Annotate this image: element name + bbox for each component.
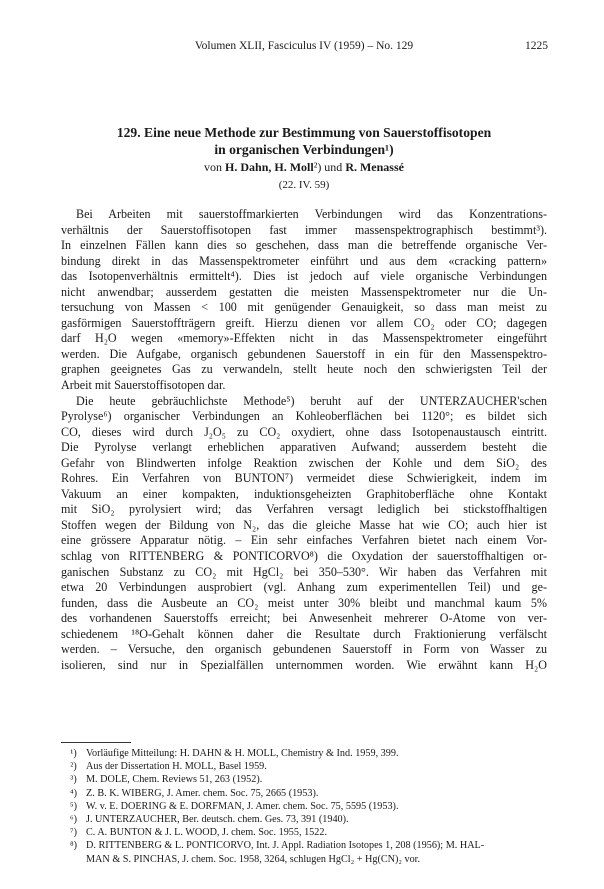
body-line: verhältnis der Sauerstoffisotopen fast immer massenspektrographisch bestimmt³). — [61, 222, 547, 237]
footnote — [61, 760, 547, 773]
body-line: schiedenem ¹⁸O-Gehalt können daher die Resultate durch Fraktionierung verfälscht — [61, 626, 547, 641]
footnote-text: W. v. E. DOERING & E. DORFMAN, J. Amer. chem. Soc. 75, 5595 (1953). — [86, 800, 399, 812]
body-line: tersuchung von Massen < 100 mit genügender Genauigkeit, so dass man meist zu — [61, 300, 547, 315]
footnote-number: ³) — [70, 774, 77, 786]
footnote — [61, 787, 547, 800]
body-line: Pyrolyse⁶) organischer Verbindungen an Kohleoberflächen bei 1120°; es bildet sich — [61, 409, 547, 424]
body-line: mit SiO₂ pyrolysiert wird; das Verfahren versagt lediglich bei stickstoffhaltigen — [61, 502, 547, 517]
body-line: funden, dass die Ausbeute an CO₂ meist unter 30% bleibt und manchmal kaum 5% — [61, 595, 547, 610]
footnote-number: ⁴) — [70, 787, 77, 799]
footnote-text: Aus der Dissertation H. MOLL, Basel 1959. — [86, 761, 267, 773]
footnote-text: J. UNTERZAUCHER, Ber. deutsch. chem. Ges. 73, 391 (1940). — [86, 813, 349, 825]
body-line: eine grössere Apparatur nötig. – Ein sehr einfaches Verfahren bietet nach einem Vor- — [61, 533, 547, 548]
footnotes — [61, 747, 547, 866]
footnote-text: C. A. BUNTON & J. L. WOOD, J. chem. Soc. 1955, 1522. — [86, 827, 328, 839]
footnote-number: ⁶) — [70, 813, 77, 825]
page-number: 1225 — [525, 40, 548, 52]
received-date: (22. IV. 59) — [278, 179, 330, 191]
body-line: werden. Die Aufgabe, organisch gebundenen Sauerstoff in ein für den Massenspektro- — [61, 346, 547, 361]
body-line: des vorhandenen Sauerstoffs erreicht; bei Anwesenheit mehrerer O-Atome von ver- — [61, 611, 547, 626]
byline-and: ) und — [317, 160, 346, 174]
body-line: Stoffen wegen der Bildung von N₂, das die gleiche Masse hat wie CO; auch hier ist — [61, 517, 547, 532]
footnote-text: M. DOLE, Chem. Reviews 51, 263 (1952). — [86, 774, 263, 786]
footnote — [61, 813, 547, 826]
body-line: Rohres. Ein Verfahren von BUNTON⁷) vermeidet diese Schwierigkeit, indem im — [61, 471, 547, 486]
body-line: ganischen Substanz zu CO₂ mit HgCl₂ bei 350–530°. Wir haben das Verfahren mit — [61, 564, 547, 579]
body-line: werden. – Versuche, den organisch gebundenen Sauerstoff in Form von Wasser zu — [61, 642, 547, 657]
footnote-number: ⁵) — [70, 800, 77, 812]
author-2: R. Menassé — [345, 160, 404, 174]
body-line: schlag von RITTENBERG & PONTICORVO⁸) die Oxydation der sauerstoffhaltigen or- — [61, 549, 547, 564]
footnote-number: ¹) — [70, 748, 77, 759]
footnote-number: ⁷) — [70, 827, 77, 839]
footnote-number: ⁸) — [70, 840, 77, 852]
author-1-footnote-mark: ² — [313, 160, 318, 174]
body-line: gasförmigen Sauerstoffträgern greift. Hierzu dienen vor allem CO₂ oder CO; dagegen — [61, 315, 547, 330]
footnote-text: D. RITTENBERG & L. PONTICORVO, Int. J. Appl. Radiation Isotopes 1, 208 (1956); M. HAL- — [86, 840, 485, 852]
body-line: graphen geeignetes Gas zu verwandeln, stellt heute noch den schwierigsten Teil der — [61, 362, 547, 377]
body-line: Arbeit mit Sauerstoffisotopen dar. — [61, 378, 226, 393]
body-line: Vakuum an einer kompakten, induktionsgeheizten Graphitoberfläche ohne Kontakt — [61, 486, 547, 501]
footnote — [61, 747, 547, 760]
title-line-2: in organischen Verbindungen¹) — [214, 142, 394, 157]
byline-prefix: von — [204, 160, 226, 174]
running-header — [60, 40, 548, 56]
body-line: etwa 20 Verbindungen ausprobiert (vgl. Anhang zum experimentellen Teil) und ge- — [61, 580, 547, 595]
body-line: In einzelnen Fällen kann dies so geschehen, dass man die betreffende organische Ver- — [61, 238, 547, 253]
article-body — [61, 207, 547, 673]
footnote — [61, 839, 547, 852]
running-head: Volumen XLII, Fasciculus IV (1959) – No. 129 — [194, 40, 414, 52]
body-line: darf H₂O wegen «memory»-Effekten nicht in das Massenspektrometer eingeführt — [61, 331, 547, 346]
article-title — [60, 124, 548, 158]
body-line: isolieren, sind nur in Spezialfällen unternommen worden. Wie erwähnt kann H₂O — [61, 657, 547, 672]
body-line: Die Pyrolyse verlangt erheblichen apparativen Aufwand; ausserdem besteht die — [61, 440, 547, 455]
footnote-text: Z. B. K. WIBERG, J. Amer. chem. Soc. 75, 2665 (1953). — [86, 787, 319, 799]
body-line: Bei Arbeiten mit sauerstoffmarkierten Verbindungen wird das Konzentrations- — [76, 207, 547, 221]
footnote-text: MAN & S. PINCHAS, J. chem. Soc. 1958, 3264, schlugen HgCl₂ + Hg(CN)₂ vor. — [86, 853, 421, 865]
footnote-number: ²) — [70, 761, 77, 773]
title-line-1: 129. Eine neue Methode zur Bestimmung von Sauerstoffisotopen — [116, 125, 492, 140]
footnote-text: Vorläufige Mitteilung: H. DAHN & H. MOLL, Chemistry & Ind. 1959, 399. — [86, 748, 399, 759]
body-line: Gefahr von Blindwerten infolge Reaktion zwischen der Kohle und dem SiO₂ des — [61, 455, 547, 470]
footnote — [61, 800, 547, 813]
footnote — [61, 773, 547, 786]
body-line: das Isotopenverhältnis ermittelt⁴). Dies ist jedoch auf viele organische Verbindungen — [61, 269, 547, 284]
body-line: bindung direkt in das Massenspektrometer einführt und aus dem «cracking pattern» — [61, 253, 547, 268]
author-1: H. Dahn, H. Moll — [225, 160, 314, 174]
byline — [60, 160, 548, 175]
body-line: Die heute gebräuchlichste Methode⁵) beruht auf der UNTERZAUCHER'schen — [76, 393, 547, 408]
footnote — [61, 853, 547, 866]
body-line: CO, dieses wird durch J₂O₅ zu CO₂ oxydiert, ohne dass Isotopenaustausch eintritt. — [61, 424, 547, 439]
footnote-divider — [61, 742, 131, 743]
body-line: nicht anwendbar; ausserdem gestatten die meisten Massenspektrometer nur die Un- — [61, 284, 547, 299]
footnote — [61, 826, 547, 839]
